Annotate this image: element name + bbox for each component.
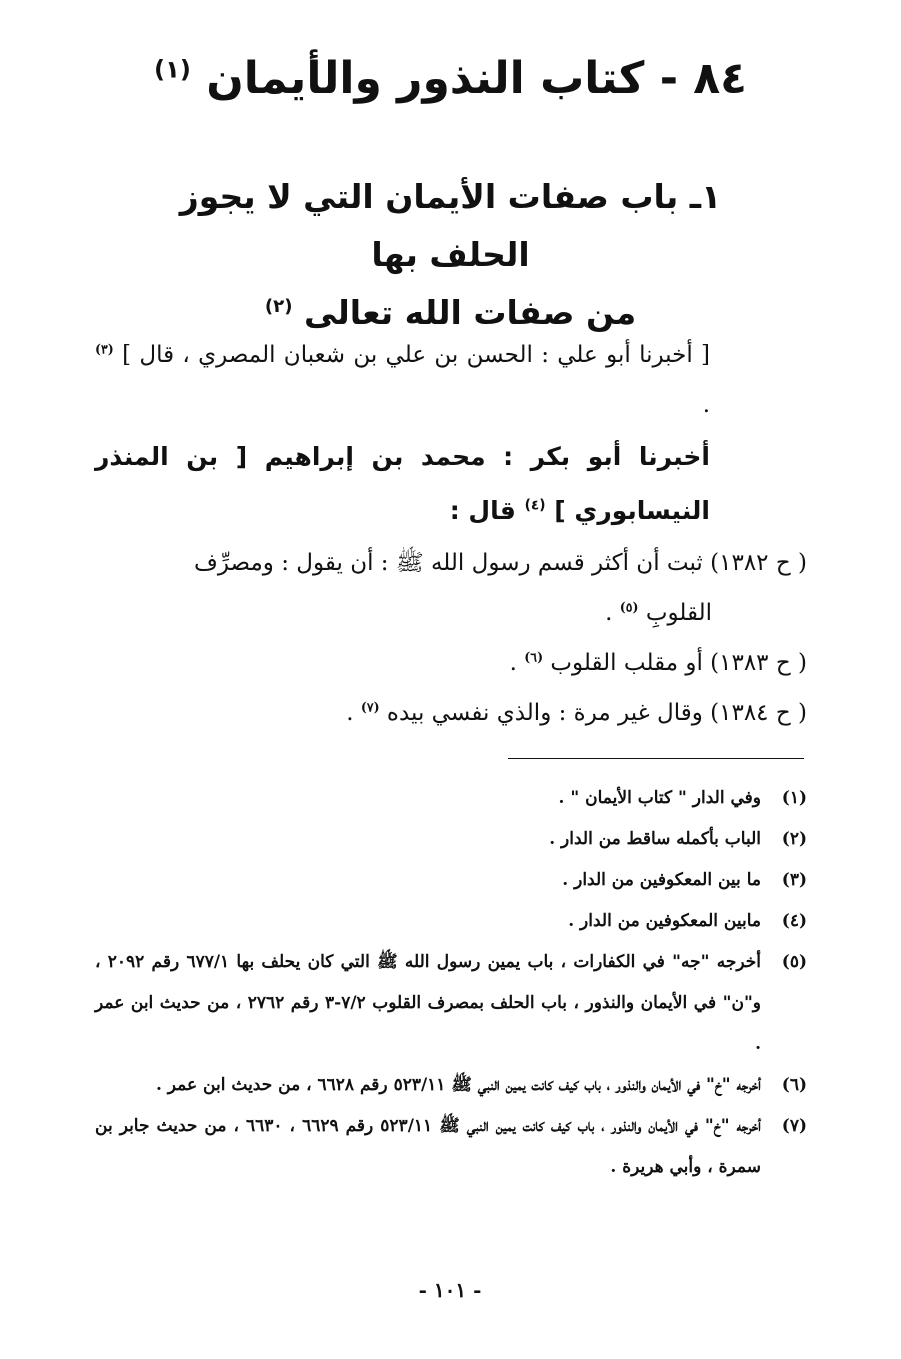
footnote-text: أخرجه "خ" في الأيمان والنذور ، باب كيف كانت يمين النبي ﷺ ٥٢٣/١١ رقم ٦٦٢٩ ، ٦٦٣٠ ، من حديث جابر بن سمرة ، وأبي هريرة . [95,1116,761,1177]
book-title-footnote-ref: (١) [154,55,191,84]
hadith-1384 [95,688,807,738]
hadith-footnote-ref: (٦) [524,649,544,665]
footnote-text: ما بين المعكوفين من الدار . [562,870,761,890]
footnote-7 [95,1106,807,1188]
hadith-end: . [509,650,517,676]
page-number: - ١٠١ - [418,1278,482,1302]
footnote-number: (٢) [781,829,807,849]
footnote-text: أخرجه "خ" في الأيمان والنذور ، باب كيف كانت يمين النبي ﷺ ٥٢٣/١١ رقم ٦٦٢٨ ، من حديث ابن عمر . [155,1075,761,1095]
footnote-text: وفي الدار " كتاب الأيمان " . [558,788,761,808]
narrator-chain-text: أخبرنا أبو بكر : محمد بن إبراهيم [ بن المنذر النيسابوري ] [95,442,710,525]
hadith-continuation-text: القلوبِ [645,600,712,626]
footnote-number: (٣) [781,870,807,890]
chapter-title-line2-text: من صفات الله تعالى [304,293,637,332]
narrator-chain-end: قال : [449,496,516,525]
narrator-chain-1 [95,330,710,430]
narrator-chain-2 [95,430,710,538]
footnote-5 [95,942,807,1065]
hadith-1383 [95,638,807,688]
hadith-text: ( ح ١٣٨٣) أو مقلب القلوب [550,650,807,676]
hadith-1382 [95,538,807,638]
hadith-end: . [346,700,354,726]
footnote-number: (١) [781,788,807,808]
hadith-footnote-ref: (٥) [619,599,639,615]
footnote-number: (٥) [781,952,807,972]
hadith-footnote-ref: (٧) [360,699,380,715]
footnote-2 [95,819,807,860]
footnote-number: (٧) [781,1116,807,1136]
footnote-4 [95,901,807,942]
hadith-continuation [95,588,807,638]
narrator-chain-end: . [702,392,710,418]
chapter-title [150,168,751,342]
hadith-text: ( ح ١٣٨٤) وقال غير مرة : والذي نفسي بيده [386,700,807,726]
footnote-text: أخرجه "جه" في الكفارات ، باب يمين رسول الله ﷺ التي كان يحلف بها ٦٧٧/١ رقم ٢٠٩٢ ، و"ن" في الأيمان والنذور ، باب الحلف بمصرف القلوب ٧/٢-٣ رقم ٢٧٦٢ ، من حديث ابن عمر . [95,952,762,1054]
footnote-text: الباب بأكمله ساقط من الدار . [549,829,761,849]
footnote-3 [95,860,807,901]
book-title [90,44,811,114]
chapter-title-footnote-ref: (٢) [264,296,293,317]
footnote-6 [95,1065,807,1106]
footnote-text: مابين المعكوفين من الدار . [568,911,761,931]
book-title-text: ٨٤ - كتاب النذور والأيمان [206,53,747,104]
footnote-number: (٦) [781,1075,807,1095]
footnotes [95,778,807,1188]
hadith-end: . [605,600,613,626]
footnote-number: (٤) [781,911,807,931]
chapter-title-line1: ١ـ باب صفات الأيمان التي لا يجوز الحلف بها [179,177,722,274]
footnote-1 [95,778,807,819]
narrator-footnote-ref: (٣) [95,341,114,357]
narrator-chain-text: [ أخبرنا أبو علي : الحسن بن علي بن شعبان المصري ، قال ] [122,342,711,368]
hadith-text: ( ح ١٣٨٢) ثبت أن أكثر قسم رسول الله ﷺ : أن يقول : ومصرِّف [194,550,807,576]
footnote-separator [508,758,804,759]
narrator-footnote-ref: (٤) [524,497,546,514]
